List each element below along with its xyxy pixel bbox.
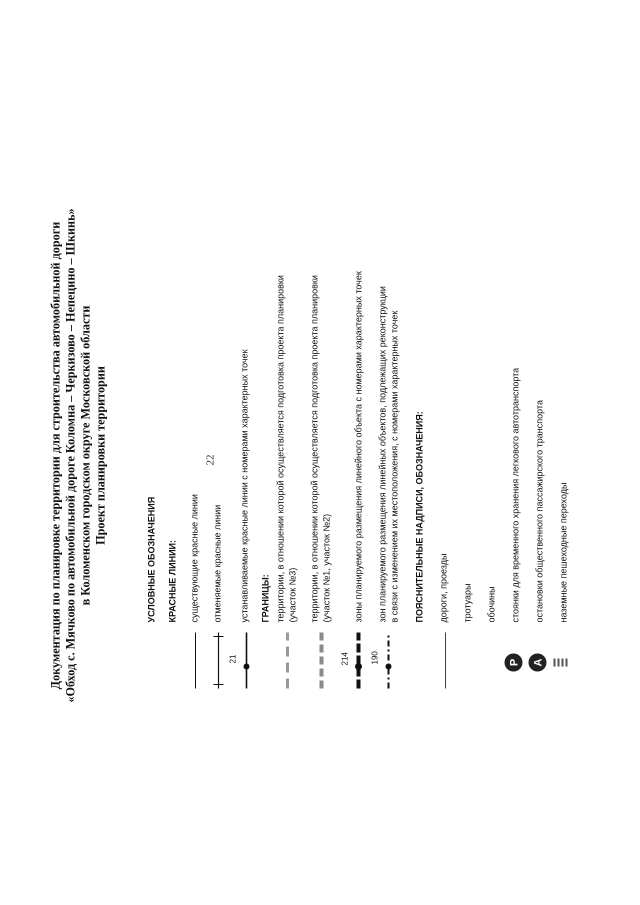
point-label: 190	[370, 650, 379, 664]
legend-item-linear-object-zone: зоны планируемого размещения линейного объекта с номерами характерных точек	[353, 270, 363, 622]
svg-text:A: A	[532, 658, 544, 666]
legend-item-cancelled-red-lines: отменяемые красные линии	[212, 504, 222, 622]
pedestrian-crossing-icon	[550, 655, 570, 669]
title-line: в Коломенском городском округе Московской области	[78, 305, 92, 605]
page-number: 22	[204, 454, 216, 465]
notes-heading: ПОЯСНИТЕЛЬНЫЕ НАДПИСИ, ОБОЗНАЧЕНИЯ:	[414, 410, 424, 622]
point-label: 21	[228, 654, 237, 663]
thick-dash-with-point-icon	[338, 630, 368, 690]
parking-icon	[502, 651, 524, 673]
document-title	[48, 65, 108, 845]
svg-text:P: P	[508, 658, 520, 666]
bus-stop-icon	[526, 651, 548, 673]
title-line: Документация по планировке территории для строительства автомобильной дороги	[48, 221, 62, 689]
red-lines-heading: КРАСНЫЕ ЛИНИИ:	[167, 539, 177, 622]
thin-line-icon	[430, 630, 460, 690]
dash-dot-with-point-icon	[366, 630, 396, 690]
dashed-grey-boundary-bold-icon	[306, 630, 336, 690]
legend-item-bus-stops: остановки общественного пассажирского транспорта	[534, 399, 544, 622]
title-line: Проект планировки территории	[93, 365, 107, 545]
dashed-grey-boundary-icon	[272, 630, 302, 690]
point-label: 214	[340, 651, 349, 665]
legend-item-roads: дороги, проезды	[438, 553, 448, 622]
legend-item-boundary-plot3: территории, в отношении которой осуществляется подготовка проекта планировки (участок №3)	[275, 274, 297, 622]
legend-item-boundary-plot1-2: территории, в отношении которой осуществляется подготовка проекта планировки (участок №1, участок №2)	[309, 274, 331, 622]
legend-item-parking: стоянки для временного хранения легкового автотранспорта	[510, 367, 520, 622]
legend-item-shoulders: обочины	[486, 585, 496, 622]
legend-heading: УСЛОВНЫЕ ОБОЗНАЧЕНИЯ	[146, 496, 156, 622]
legend-item-reconstruction-zone: зон планируемого размещения линейных объектов, подлежащих реконструкции в связи с изменением их местоположения, с номерами характерных точек	[377, 285, 399, 622]
title-line: «Обход с. Мячково по автомобильной дороге Коломна – Черкизово – Непецино – Шкинь»	[63, 207, 77, 703]
legend-item-established-red-lines: устанавливаемые красные линии с номерами характерных точек	[239, 348, 249, 622]
established-line-icon	[226, 630, 256, 690]
legend-item-existing-red-lines: существующие красные линии	[189, 493, 199, 622]
legend-item-sidewalks: тротуары	[462, 582, 472, 622]
legend-item-pedestrian-crossings: наземные пешеходные переходы	[558, 482, 568, 622]
boundaries-heading: ГРАНИЦЫ:	[260, 573, 270, 622]
